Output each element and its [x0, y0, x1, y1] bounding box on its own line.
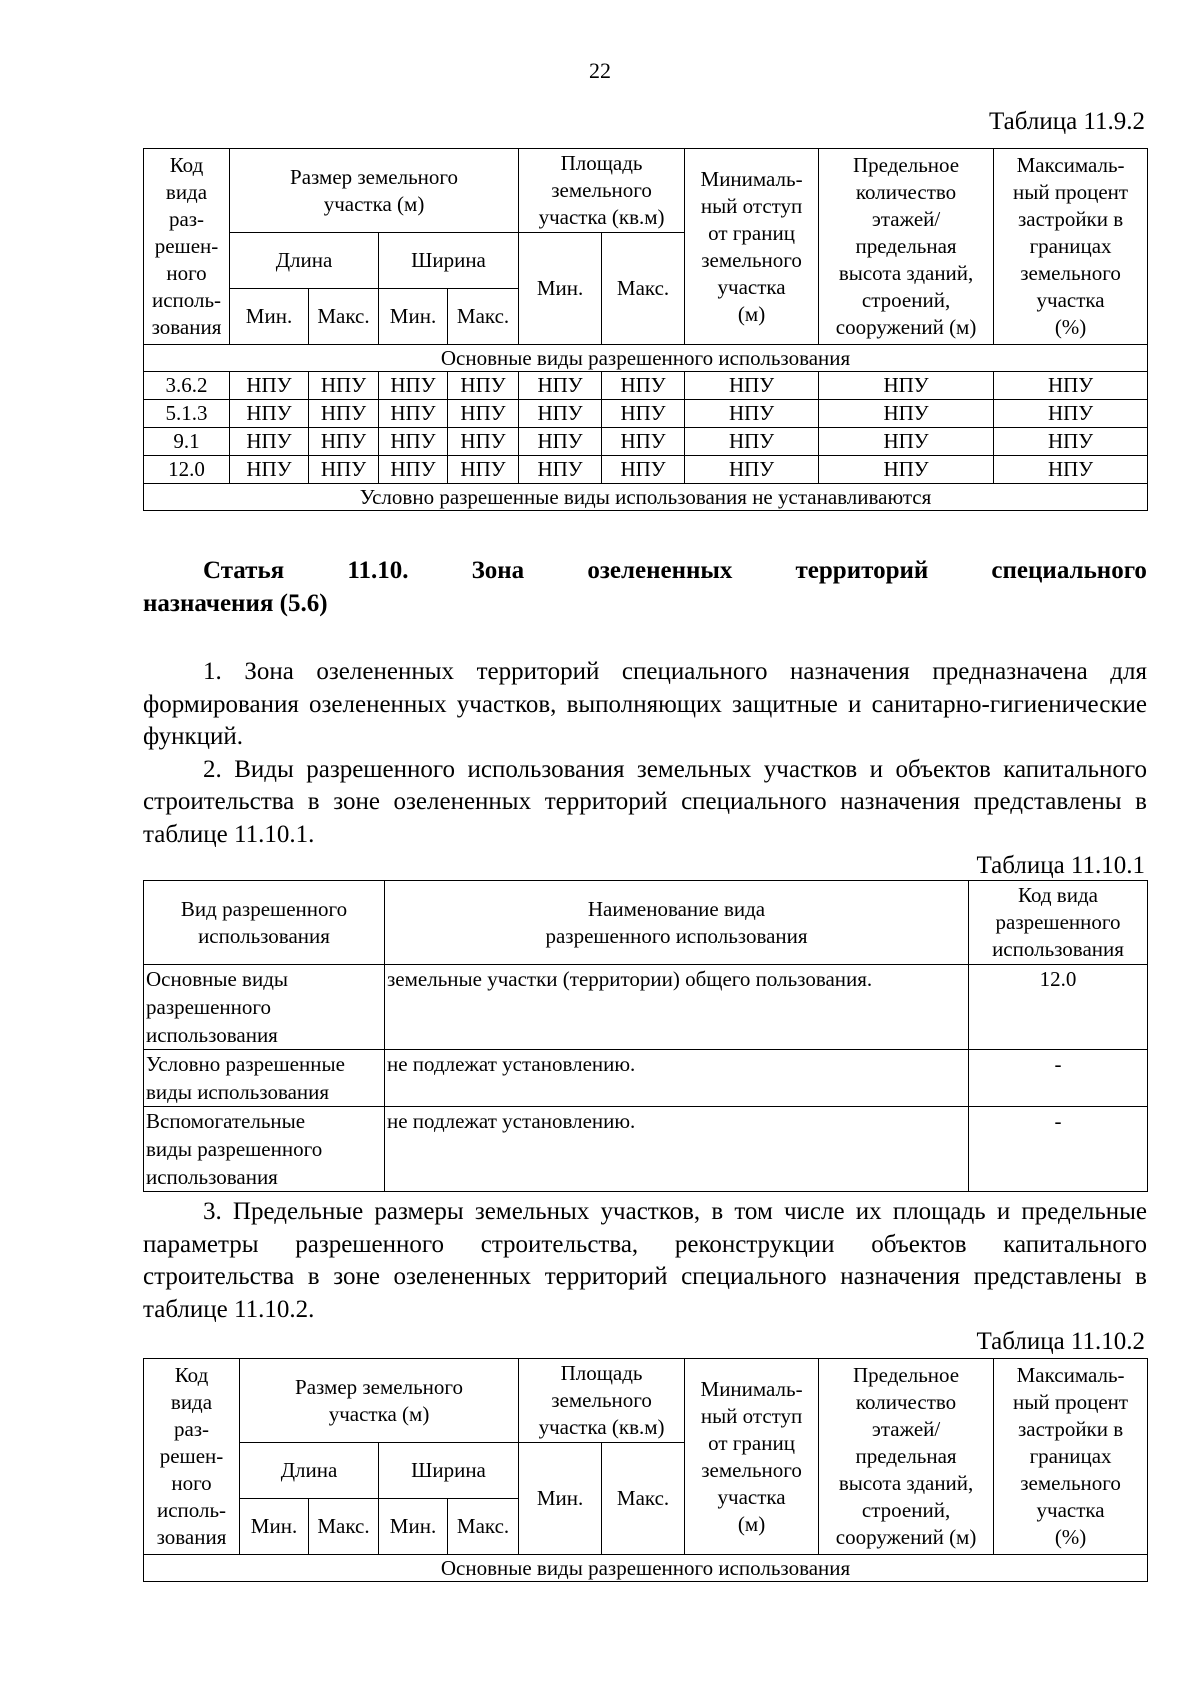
paragraph-3: 3. Предельные размеры земельных участков, в том числе их площадь и предельные параметры разрешенного строительства, реконструкции объектов капитального строительства в зоне озелененных территорий специального назначения представлены в таблице 11.10.2.: [143, 1198, 1147, 1323]
cell-line: Максималь-: [1016, 153, 1125, 177]
col-header-area-max: Макс.: [602, 1443, 685, 1555]
cell-line: строений,: [861, 1498, 951, 1522]
cell-line: участка (кв.м): [538, 1415, 665, 1439]
cell-line: решен-: [159, 1444, 224, 1468]
table-cell: НПУ: [230, 456, 309, 484]
col-header-code: [144, 149, 230, 345]
col-header-width: Ширина: [379, 233, 519, 289]
cell-line: Код: [169, 153, 204, 177]
col-header-width: Ширина: [379, 1443, 519, 1499]
table-cell: НПУ: [309, 400, 379, 428]
table-cell: НПУ: [602, 456, 685, 484]
row-name-cell: не подлежат установлению.: [385, 1050, 969, 1107]
cell-line: земельного: [701, 1457, 802, 1482]
table-cell: НПУ: [519, 372, 602, 400]
body-text: [143, 656, 1147, 851]
col-header-length-max: Макс.: [309, 1499, 379, 1555]
col-header-length-min: Мин.: [230, 289, 309, 345]
cell-line: разрешенного использования: [545, 923, 808, 948]
cell-line: Код: [174, 1363, 209, 1387]
table-row: [144, 428, 1148, 456]
table-cell: НПУ: [519, 456, 602, 484]
cell-line: предельная: [855, 234, 957, 258]
table-cell: НПУ: [379, 428, 448, 456]
col-header-width-max: Макс.: [448, 1499, 519, 1555]
cell-line: земельного: [1020, 261, 1121, 285]
table-row: [144, 1107, 1148, 1192]
table-11-10-1: [143, 880, 1148, 1192]
cell-line: (%): [1054, 1525, 1087, 1549]
paragraph-1: 1. Зона озелененных территорий специального назначения предназначена для формирования озелененных участков, выполняющих защитные и санитарно-гигиенические функций.: [143, 658, 1147, 750]
cell-line: использования: [992, 937, 1124, 961]
table-cell: НПУ: [602, 372, 685, 400]
cell-line: участка: [1036, 1498, 1105, 1522]
cell-line: участка (м): [328, 1401, 430, 1426]
heading-word: специального: [991, 557, 1147, 584]
table-cell: НПУ: [685, 456, 819, 484]
table-row: [144, 456, 1148, 484]
col-header-area-min: Мин.: [519, 233, 602, 345]
col-header-length-max: Макс.: [309, 289, 379, 345]
cell-line: сооружений (м): [835, 1525, 977, 1549]
cell-line: земельного: [551, 178, 652, 202]
cell-line: использования: [198, 923, 330, 948]
col-header-length-min: Мин.: [240, 1499, 309, 1555]
cell-line: разрешенного: [146, 995, 271, 1019]
cell-line: этажей/: [871, 1417, 941, 1441]
row-code-cell: 12.0: [144, 456, 230, 484]
table-row: [144, 372, 1148, 400]
table-cell: НПУ: [819, 428, 994, 456]
row-code-cell: 3.6.2: [144, 372, 230, 400]
cell-line: участка (м): [323, 191, 425, 216]
col-header-name: [385, 881, 969, 965]
cell-line: этажей/: [871, 207, 941, 231]
cell-line: ный процент: [1013, 1390, 1129, 1414]
table-cell: НПУ: [819, 372, 994, 400]
cell-line: застройки в: [1017, 1417, 1124, 1441]
col-header-length: Длина: [240, 1443, 379, 1499]
page-number: 22: [589, 58, 611, 83]
cell-line: Код вида: [1018, 883, 1098, 907]
article-heading: [143, 554, 1147, 620]
cell-line: количество: [855, 1390, 957, 1414]
cell-line: строений,: [861, 288, 951, 312]
cell-line: ный процент: [1013, 180, 1129, 204]
table-cell: НПУ: [519, 428, 602, 456]
table-cell: НПУ: [448, 372, 519, 400]
cell-line: Вид разрешенного: [180, 896, 348, 921]
row-code-cell: 9.1: [144, 428, 230, 456]
cell-line: (м): [737, 1511, 766, 1536]
col-header-size: [230, 149, 519, 233]
cell-line: раз-: [168, 207, 205, 231]
col-header-setback: [685, 1359, 819, 1555]
cell-line: виды разрешенного: [146, 1137, 323, 1161]
col-header-code: [144, 1359, 240, 1555]
cell-line: Вспомогательные: [146, 1109, 306, 1133]
cell-line: Площадь: [560, 151, 643, 175]
cell-line: ный отступ: [700, 193, 803, 218]
col-header-code: [969, 881, 1148, 965]
cell-line: ного: [166, 261, 207, 285]
table-cell: НПУ: [448, 400, 519, 428]
table-row: [144, 400, 1148, 428]
cell-line: Основные виды: [146, 967, 289, 991]
table-row: [144, 1050, 1148, 1107]
col-header-area: [519, 149, 685, 233]
cell-line: Условно разрешенные: [146, 1052, 345, 1076]
cell-line: Площадь: [560, 1361, 643, 1385]
cell-line: границах: [1029, 1444, 1112, 1468]
cell-line: ный отступ: [700, 1403, 803, 1428]
heading-word: озелененных: [587, 557, 733, 584]
table-caption: Таблица 11.10.1: [976, 852, 1145, 879]
table-row: [144, 965, 1148, 1050]
row-kind-cell: [144, 1107, 385, 1192]
cell-line: Размер земельного: [290, 164, 459, 189]
heading-word: территорий: [795, 557, 929, 584]
table-cell: НПУ: [994, 372, 1148, 400]
table-cell: НПУ: [685, 400, 819, 428]
table-cell: НПУ: [448, 456, 519, 484]
col-header-kind: [144, 881, 385, 965]
table-cell: НПУ: [994, 428, 1148, 456]
cell-line: участка: [717, 1484, 786, 1509]
cell-line: (м): [737, 301, 766, 326]
cell-line: исполь-: [151, 288, 222, 312]
cell-line: Максималь-: [1016, 1363, 1125, 1387]
cell-line: высота зданий,: [838, 261, 974, 285]
col-header-size: [240, 1359, 519, 1443]
table-cell: НПУ: [379, 372, 448, 400]
col-header-area-max: Макс.: [602, 233, 685, 345]
cell-line: разрешенного: [995, 910, 1121, 934]
cell-line: использования: [146, 1165, 278, 1189]
cell-line: Размер земельного: [295, 1374, 464, 1399]
table-cell: НПУ: [994, 456, 1148, 484]
cell-line: вида: [170, 1390, 213, 1414]
cell-line: виды использования: [146, 1080, 330, 1104]
col-header-area-min: Мин.: [519, 1443, 602, 1555]
row-kind-cell: [144, 1050, 385, 1107]
table-cell: НПУ: [230, 372, 309, 400]
row-code-cell: -: [969, 1107, 1148, 1192]
table-cell: НПУ: [379, 456, 448, 484]
row-code-cell: 5.1.3: [144, 400, 230, 428]
section-row-conditional: Условно разрешенные виды использования не устанавливаются: [144, 484, 1148, 511]
cell-line: Минималь-: [700, 166, 803, 191]
cell-line: предельная: [855, 1444, 957, 1468]
cell-line: сооружений (м): [835, 315, 977, 339]
table-cell: НПУ: [379, 400, 448, 428]
section-row-main: Основные виды разрешенного использования: [144, 345, 1148, 372]
col-header-coverage: [994, 1359, 1148, 1555]
table-cell: НПУ: [685, 428, 819, 456]
row-code-cell: -: [969, 1050, 1148, 1107]
cell-line: вида: [165, 180, 208, 204]
table-caption: Таблица 11.9.2: [989, 108, 1145, 135]
cell-line: Наименование вида: [587, 896, 766, 921]
table-cell: НПУ: [309, 428, 379, 456]
table-11-10-2: [143, 1358, 1148, 1582]
table-cell: НПУ: [819, 456, 994, 484]
col-header-setback: [685, 149, 819, 345]
cell-line: зования: [151, 315, 222, 339]
col-header-floors: [819, 1359, 994, 1555]
heading-word: Статья: [203, 557, 285, 584]
cell-line: земельного: [701, 247, 802, 272]
table-cell: НПУ: [309, 372, 379, 400]
row-name-cell: не подлежат установлению.: [385, 1107, 969, 1192]
col-header-coverage: [994, 149, 1148, 345]
cell-line: участка: [1036, 288, 1105, 312]
cell-line: Минималь-: [700, 1376, 803, 1401]
cell-line: участка (кв.м): [538, 205, 665, 229]
cell-line: Предельное: [853, 153, 960, 177]
table-cell: НПУ: [685, 372, 819, 400]
table-caption: Таблица 11.10.2: [976, 1328, 1145, 1355]
col-header-width-max: Макс.: [448, 289, 519, 345]
row-name-cell: земельные участки (территории) общего пользования.: [385, 965, 969, 1050]
cell-line: (%): [1054, 315, 1087, 339]
cell-line: исполь-: [156, 1498, 227, 1522]
table-cell: НПУ: [230, 428, 309, 456]
col-header-width-min: Мин.: [379, 289, 448, 345]
cell-line: участка: [717, 274, 786, 299]
col-header-floors: [819, 149, 994, 345]
cell-line: раз-: [173, 1417, 210, 1441]
heading-line-2: назначения (5.6): [143, 590, 328, 617]
col-header-width-min: Мин.: [379, 1499, 448, 1555]
cell-line: количество: [855, 180, 957, 204]
col-header-area: [519, 1359, 685, 1443]
heading-word: 11.10.: [347, 557, 409, 584]
cell-line: ного: [171, 1471, 212, 1495]
cell-line: от границ: [708, 220, 795, 245]
cell-line: границах: [1029, 234, 1112, 258]
section-row-main: Основные виды разрешенного использования: [144, 1555, 1148, 1582]
heading-word: Зона: [471, 557, 525, 584]
table-cell: НПУ: [994, 400, 1148, 428]
table-cell: НПУ: [819, 400, 994, 428]
cell-line: земельного: [551, 1388, 652, 1412]
cell-line: высота зданий,: [838, 1471, 974, 1495]
table-cell: НПУ: [448, 428, 519, 456]
cell-line: использования: [146, 1023, 278, 1047]
table-11-9-2: [143, 148, 1148, 511]
cell-line: земельного: [1020, 1471, 1121, 1495]
cell-line: застройки в: [1017, 207, 1124, 231]
cell-line: Предельное: [853, 1363, 960, 1387]
cell-line: решен-: [154, 234, 219, 258]
cell-line: зования: [156, 1525, 227, 1549]
row-kind-cell: [144, 965, 385, 1050]
row-code-cell: 12.0: [969, 965, 1148, 1050]
paragraph-2: 2. Виды разрешенного использования земельных участков и объектов капитального строительства в зоне озелененных территорий специального назначения представлены в таблице 11.10.1.: [143, 755, 1147, 848]
table-cell: НПУ: [602, 400, 685, 428]
table-cell: НПУ: [230, 400, 309, 428]
table-cell: НПУ: [309, 456, 379, 484]
col-header-length: Длина: [230, 233, 379, 289]
table-cell: НПУ: [602, 428, 685, 456]
table-cell: НПУ: [519, 400, 602, 428]
body-text: [143, 1196, 1147, 1326]
cell-line: от границ: [708, 1430, 795, 1455]
